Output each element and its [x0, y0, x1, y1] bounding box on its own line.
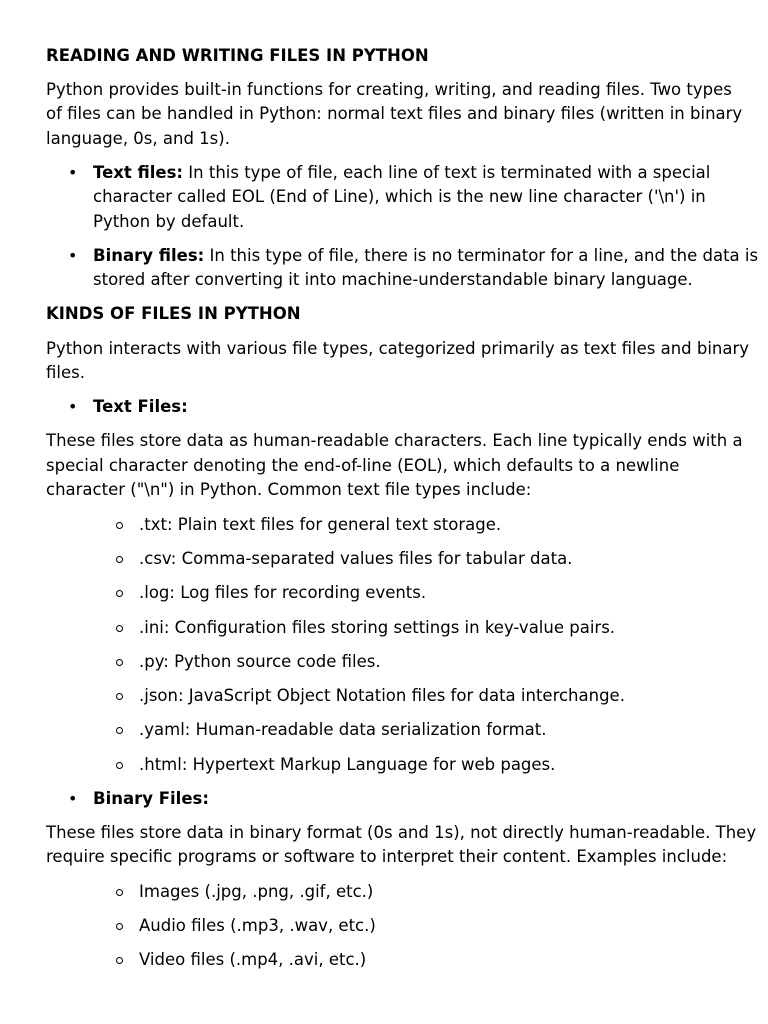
circle-bullet-icon [116, 727, 123, 734]
paragraph-line: character ("\n") in Python. Common text file types include: [46, 480, 532, 499]
circle-bullet-icon [116, 625, 123, 632]
paragraph-line: Python provides built-in functions for creating, writing, and reading files. Two types [46, 80, 732, 99]
bullet-icon: • [68, 163, 78, 182]
paragraph-line: These files store data in binary format (0s and 1s), not directly human-readable. They [46, 823, 757, 842]
bullet-icon: • [68, 397, 78, 416]
list-item: .log: Log files for recording events. [139, 583, 427, 602]
list-item: Video files (.mp4, .avi, etc.) [139, 950, 367, 969]
list-item: Images (.jpg, .png, .gif, etc.) [139, 882, 374, 901]
paragraph-line: files. [46, 363, 85, 382]
list-item: .csv: Comma-separated values files for tabular data. [139, 549, 573, 568]
list-text: In this type of file, there is no terminator for a line, and the data is [204, 246, 759, 265]
circle-bullet-icon [116, 659, 123, 666]
list-item: .html: Hypertext Markup Language for web pages. [139, 755, 556, 774]
paragraph-line: language, 0s, and 1s). [46, 129, 230, 148]
paragraph-line: of files can be handled in Python: normal text files and binary files (written in binary [46, 104, 743, 123]
section-heading: READING AND WRITING FILES IN PYTHON [46, 46, 429, 65]
bullet-icon: • [68, 789, 78, 808]
circle-bullet-icon [116, 762, 123, 769]
circle-bullet-icon [116, 590, 123, 597]
list-item: .ini: Configuration files storing settings in key-value pairs. [139, 618, 616, 637]
list-text: In this type of file, each line of text is terminated with a special [183, 163, 711, 182]
circle-bullet-icon [116, 957, 123, 964]
list-item: .json: JavaScript Object Notation files for data interchange. [139, 686, 625, 705]
list-item: .txt: Plain text files for general text storage. [139, 515, 502, 534]
circle-bullet-icon [116, 923, 123, 930]
list-item-line: Python by default. [93, 212, 245, 231]
list-item: Text Files: [93, 397, 188, 416]
list-item [93, 161, 710, 186]
circle-bullet-icon [116, 522, 123, 529]
paragraph-line: Python interacts with various file types, categorized primarily as text files and binary [46, 339, 750, 358]
list-item: Audio files (.mp3, .wav, etc.) [139, 916, 376, 935]
circle-bullet-icon [116, 693, 123, 700]
list-item [93, 244, 758, 269]
list-item-line: character called EOL (End of Line), which is the new line character ('\n') in [93, 187, 706, 206]
paragraph-line: These files store data as human-readable characters. Each line typically ends with a [46, 431, 743, 450]
list-item-line: stored after converting it into machine-understandable binary language. [93, 270, 693, 289]
list-item: .yaml: Human-readable data serialization format. [139, 720, 547, 739]
section-heading: KINDS OF FILES IN PYTHON [46, 304, 301, 323]
paragraph-line: special character denoting the end-of-line (EOL), which defaults to a newline [46, 456, 680, 475]
bullet-icon: • [68, 246, 78, 265]
list-item: Binary Files: [93, 789, 209, 808]
circle-bullet-icon [116, 889, 123, 896]
list-term: Text files: [93, 163, 184, 182]
paragraph-line: require specific programs or software to interpret their content. Examples include: [46, 847, 728, 866]
list-item: .py: Python source code files. [139, 652, 381, 671]
list-term: Binary files: [93, 246, 205, 265]
circle-bullet-icon [116, 556, 123, 563]
